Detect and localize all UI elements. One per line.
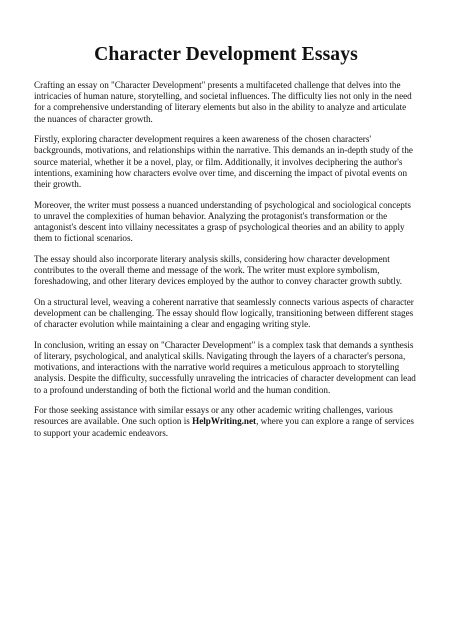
helpwriting-link[interactable]: HelpWriting.net	[192, 416, 257, 427]
paragraph-intro: Crafting an essay on "Character Development" presents a multifaceted challenge that delves into the intricacies of human nature, storytelling, and societal influences. The difficulty lies not only in the need for a comprehensive understanding of literary elements but also in the ability to analyze and articulate the nuances of character growth.	[34, 80, 412, 124]
paragraph-closing	[34, 405, 418, 439]
paragraph-firstly: Firstly, exploring character development requires a keen awareness of the chosen characters' backgrounds, motivations, and relationships within the narrative. This demands an in-depth study of the source material, whether it be a novel, play, or film. Additionally, it involves deciphering the author's intentions, examining how characters evolve over time, and discerning the impact of pivotal events on their growth.	[34, 134, 413, 190]
paragraph-literary-analysis: The essay should also incorporate literary analysis skills, considering how character development contributes to the overall theme and message of the work. The writer must explore symbolism, foreshadowing, and other literary devices employed by the author to convey character growth subtly.	[34, 253, 403, 287]
closing-text-before: For those seeking assistance with similar essays or any other academic writing challenges, various resources are available. One such option is	[34, 405, 393, 427]
paragraph-conclusion: In conclusion, writing an essay on "Character Development" is a complex task that demands a synthesis of literary, psychological, and analytical skills. Navigating through the layers of a character's persona, motivations, and interactions with the narrative world requires a meticulous approach to storytelling analysis. Despite the difficulty, successfully unraveling the intricacies of character development can lead to a profound understanding of both the fictional world and the human condition.	[34, 339, 416, 395]
paragraph-moreover: Moreover, the writer must possess a nuanced understanding of psychological and sociological concepts to unravel the complexities of human behavior. Analyzing the protagonist's transformation or the antagonist's descent into villainy necessitates a grasp of psychological theories and an ability to apply them to fictional scenarios.	[34, 199, 411, 244]
paragraph-structure: On a structural level, weaving a coherent narrative that seamlessly connects various aspects of character development can be challenging. The essay should flow logically, transitioning between different stages of character evolution while maintaining a clear and engaging writing style.	[34, 296, 414, 330]
closing-text-after: , where you can explore a range of services to support your academic endeavors.	[34, 416, 414, 438]
document-title: Character Development Essays	[94, 44, 358, 65]
